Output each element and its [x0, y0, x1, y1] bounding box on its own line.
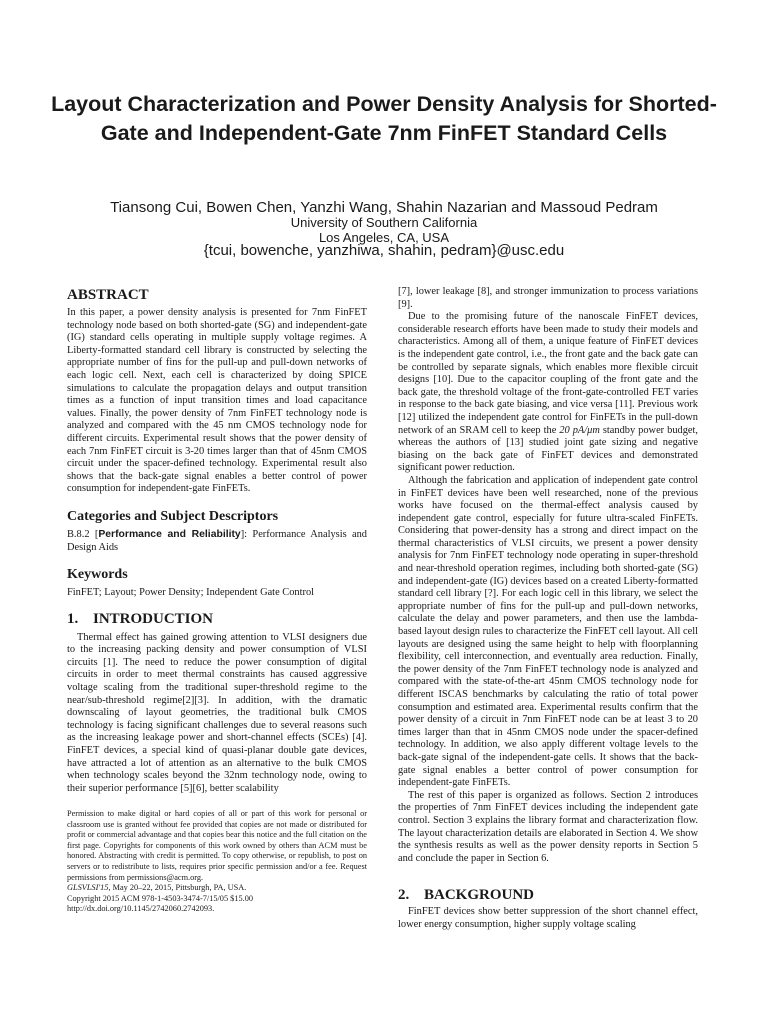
categories-code: B.8.2 [	[67, 528, 99, 540]
background-paragraph-1: FinFET devices show better suppression of the short channel effect, lower energy consumption, higher supply voltage scaling	[398, 906, 698, 930]
categories-heading: Categories and Subject Descriptors	[67, 508, 279, 524]
introduction-heading	[67, 610, 367, 628]
affiliation-block	[40, 216, 728, 245]
location: Los Angeles, CA, USA	[318, 229, 450, 245]
introduction-paragraph-2	[398, 311, 698, 475]
background-heading	[398, 886, 698, 904]
permission-text: Permission to make digital or hard copies of all or part of this work for personal or classroom use is granted without fee provided that copies are not made or distributed for profit or commercial advantage and that copies bear this notice and the full citation on the first page. Copyrights for components of this work owned by others than ACM must be honored. Abstracting with credit is permitted. To copy otherwise, or republish, to post on servers or to redistribute to lists, requires prior specific permission and/or a fee. Request permissions from permissions@acm.org.	[67, 809, 367, 882]
background-section-header	[398, 886, 698, 904]
introduction-paragraph-2-a: Due to the promising future of the nanoscale FinFET devices, considerable research efforts have been made to study their models and characteristics. Among all of them, a unique feature of FinFET devices is the independent gate control, i.e., the front gate and the back gate can be controlled by separate signals, which enables more flexible circuit designs [10]. Due to the capacitor coupling of the front gate and the back gate, the threshold voltage of the front-gate-controlled FET varies in response to the back gate biasing, and vice versa [11]. Previous work [12] utilized the independent gate control for FinFETs in the pull-down network of an SRAM cell to keep the	[398, 311, 698, 436]
copyright-line: Copyright 2015 ACM 978-1-4503-3474-7/15/05 $15.00	[67, 893, 253, 903]
introduction-paragraph-4: The rest of this paper is organized as follows. Section 2 introduces the properties of 7nm FinFET devices including the independent gate control. Section 3 explains the library format and characterization flow. The layout characterization details are elaborated in Section 4. We show the synthesis results as well as the power density reports in Section 5 and conclude the paper in Section 6.	[398, 789, 698, 864]
standby-power-math: 20 pA/μm	[559, 424, 600, 436]
background-title: BACKGROUND	[424, 887, 535, 903]
paper-title: Layout Characterization and Power Density Analysis for Shorted-Gate and Independent-Gate 7nm FinFET Standard Cells	[51, 92, 717, 145]
introduction-paragraph-1-continued: [7], lower leakage [8], and stronger immunization to process variations [9].	[398, 286, 698, 310]
author-list: Tiansong Cui, Bowen Chen, Yanzhi Wang, Shahin Nazarian and Massoud Pedram	[110, 199, 658, 216]
introduction-paragraph-2-b: standby power budget, whereas the authors of [13] studied joint gate sizing and negative biasing on the back gate of FinFET devices and demonstrated significant power reduction.	[398, 424, 699, 474]
categories-rest: ]: Performance Analysis and Design Aids	[67, 528, 368, 553]
background-number: 2.	[398, 887, 410, 903]
permission-notice	[67, 809, 367, 915]
keywords-heading: Keywords	[67, 567, 128, 583]
abstract-body: In this paper, a power density analysis is presented for 7nm FinFET technology node based on both shorted-gate (SG) and independent-gate (IG) standard cells operating in multiple supply voltage regimes. A Liberty-formatted standard cell library is constructed by selecting the appropriate number of fins for the pull-up and pull-down networks of each logic cell. Next, each cell is characterized by doing SPICE simulations to calculate the propagation delays and output transition times as a function of input transition times and load capacitance values. Finally, the power density of 7nm FinFET technology node is analyzed and compared with the 45 nm CMOS technology node for different circuits. Experimental result shows that the power density of each 7nm FinFET circuit is 3-20 times larger than that of 45nm CMOS circuit under the spacer-defined technology. Experimental result also shows that the back-gate signal enables a better control of power consumption for independent-gate FinFETs.	[67, 307, 367, 495]
abstract-heading: ABSTRACT	[67, 287, 149, 303]
venue-name: GLSVLSI'15,	[67, 883, 111, 893]
introduction-number: 1.	[67, 610, 79, 627]
introduction-paragraph-1: Thermal effect has gained growing attention to VLSI designers due to the increasing packing density and power consumption of VLSI circuits [1]. The need to reduce the power consumption of digital circuits in order to meet thermal constraints has caused aggressive voltage scaling from the traditional super-threshold regime to the near/sub-threshold regime[2][3]. In addition, with the dramatic downscaling of layout geometries, the traditional bulk CMOS technology is facing significant challenges due to several reasons such as the increasing leakage power and short-channel effects (SCEs) [4]. FinFET devices, a special kind of quasi-planar double gate devices, have attracted a lot of attention as an alternative to the bulk CMOS when technology scales beyond the 32nm technology node, owing to their superior performance [5][6], better scalability	[67, 631, 367, 794]
right-column	[398, 286, 698, 865]
affiliation: University of Southern California	[290, 215, 478, 230]
doi-link[interactable]: http://dx.doi.org/10.1145/2742060.2742093.	[67, 904, 215, 914]
author-emails: {tcui, bowenche, yanzhiwa, shahin, pedram}@usc.edu	[203, 242, 565, 259]
left-column	[67, 286, 367, 795]
introduction-title: INTRODUCTION	[93, 610, 214, 627]
categories-bold: Performance and Reliability	[98, 528, 241, 540]
venue-details: May 20–22, 2015, Pittsburgh, PA, USA.	[110, 883, 247, 893]
venue-line	[67, 883, 367, 894]
introduction-paragraph-3: Although the fabrication and application of independent gate control in FinFET devices have been well researched, none of the previous works have focused on the thermal-effect analysis caused by independent gate control, especially for future ultra-scaled FinFETs. Considering that power-density has a strong and direct impact on the thermal characteristics of VLSI circuits, we present a power density analysis for 7nm FinFET technology node operating in super-threshold and near-threshold operation regimes, including both shorted-gate (SG) and independent-gate (IG) devices based on a created Liberty-formatted standard cell library [?]. For each logic cell in this library, we select the appropriate number of fins for the pull-up and pull-down networks, calculate the delay and power parameters, and then use the lambda-based layout design rules to characterize the FinFET cell layout. All cell layouts are designed using the same height to help with floorplanning flexibility, cell interconnection, and eventually area reduction. Finally, the power density of the 7nm FinFET technology node is analyzed and compared with the state-of-the-art 45nm CMOS technology node for different ISCAS benchmarks by calculating the ratio of total power consumption and estimated area. Experimental results confirm that the power density of a circuit in 7nm FinFET node can be at least 3 to 20 times larger than that in 45nm CMOS node under the spacer-defined technology. In addition, we also apply different voltage levels to the back-gate signal of the independent-gate cells. It shows that the back-gate signal enables a better control of power consumption for independent-gate FinFETs.	[398, 474, 698, 789]
categories-body	[67, 529, 367, 554]
keywords-body: FinFET; Layout; Power Density; Independent Gate Control	[67, 587, 315, 599]
background-body	[398, 906, 698, 931]
